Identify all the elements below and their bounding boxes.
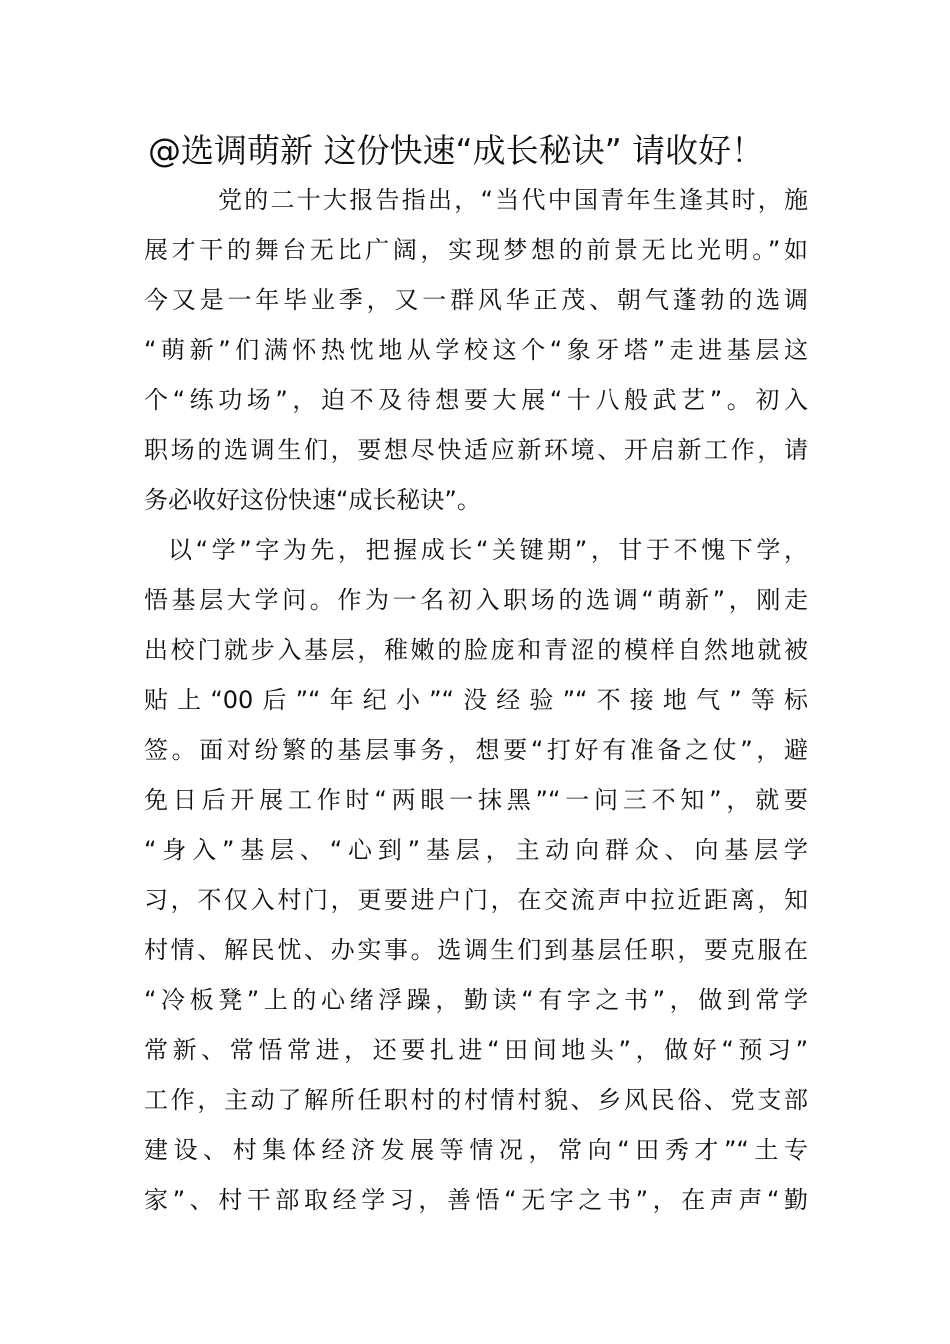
- paragraph-2-line: 家”、村干部取经学习，善悟“无字之书”，在声声“勤: [144, 1186, 808, 1214]
- paragraph-2-line: 村情、解民忧、办实事。选调生们到基层任职，要克服在: [144, 936, 808, 964]
- paragraph-1-line: 职场的选调生们，要想尽快适应新环境、开启新工作，请: [144, 436, 808, 464]
- paragraph-2-line: 悟基层大学问。作为一名初入职场的选调“萌新”，刚走: [144, 586, 808, 614]
- paragraph-1-line: 务必收好这份快速“成长秘诀”。: [144, 486, 481, 514]
- paragraph-1-line: 个“练功场”，迫不及待想要大展“十八般武艺”。初入: [144, 386, 808, 414]
- paragraph-2-line: “冷板凳”上的心绪浮躁，勤读“有字之书”，做到常学: [144, 986, 808, 1014]
- paragraph-2-line: 建设、村集体经济发展等情况，常向“田秀才”“土专: [144, 1136, 808, 1164]
- paragraph-1-line: 党的二十大报告指出，“当代中国青年生逢其时，施: [218, 186, 808, 214]
- paragraph-2-line: 以“学”字为先，把握成长“关键期”，甘于不愧下学，: [168, 536, 808, 564]
- paragraph-2-line: 习，不仅入村门，更要进户门，在交流声中拉近距离，知: [144, 886, 808, 914]
- paragraph-2-line: 免日后开展工作时“两眼一抹黑”“一问三不知”，就要: [144, 786, 808, 814]
- document-body: [144, 175, 808, 1225]
- paragraph-2-line: 签。面对纷繁的基层事务，想要“打好有准备之仗”，避: [144, 736, 808, 764]
- document-title: @选调萌新 这份快速“成长秘诀” 请收好！: [148, 131, 765, 170]
- paragraph-2-line: 工作，主动了解所任职村的村情村貌、乡风民俗、党支部: [144, 1086, 808, 1114]
- paragraph-1-line: 今又是一年毕业季，又一群风华正茂、朝气蓬勃的选调: [144, 286, 808, 314]
- paragraph-1-line: 展才干的舞台无比广阔，实现梦想的前景无比光明。”如: [144, 236, 808, 264]
- paragraph-2-line: 出校门就步入基层，稚嫩的脸庞和青涩的模样自然地就被: [144, 636, 808, 664]
- paragraph-1-line: “萌新”们满怀热忱地从学校这个“象牙塔”走进基层这: [144, 336, 808, 364]
- paragraph-2-line: 贴上“00后”“年纪小”“没经验”“不接地气”等标: [144, 686, 808, 714]
- paragraph-2-line: “身入”基层、“心到”基层，主动向群众、向基层学: [144, 836, 808, 864]
- paragraph-2-line: 常新、常悟常进，还要扎进“田间地头”，做好“预习”: [144, 1036, 808, 1064]
